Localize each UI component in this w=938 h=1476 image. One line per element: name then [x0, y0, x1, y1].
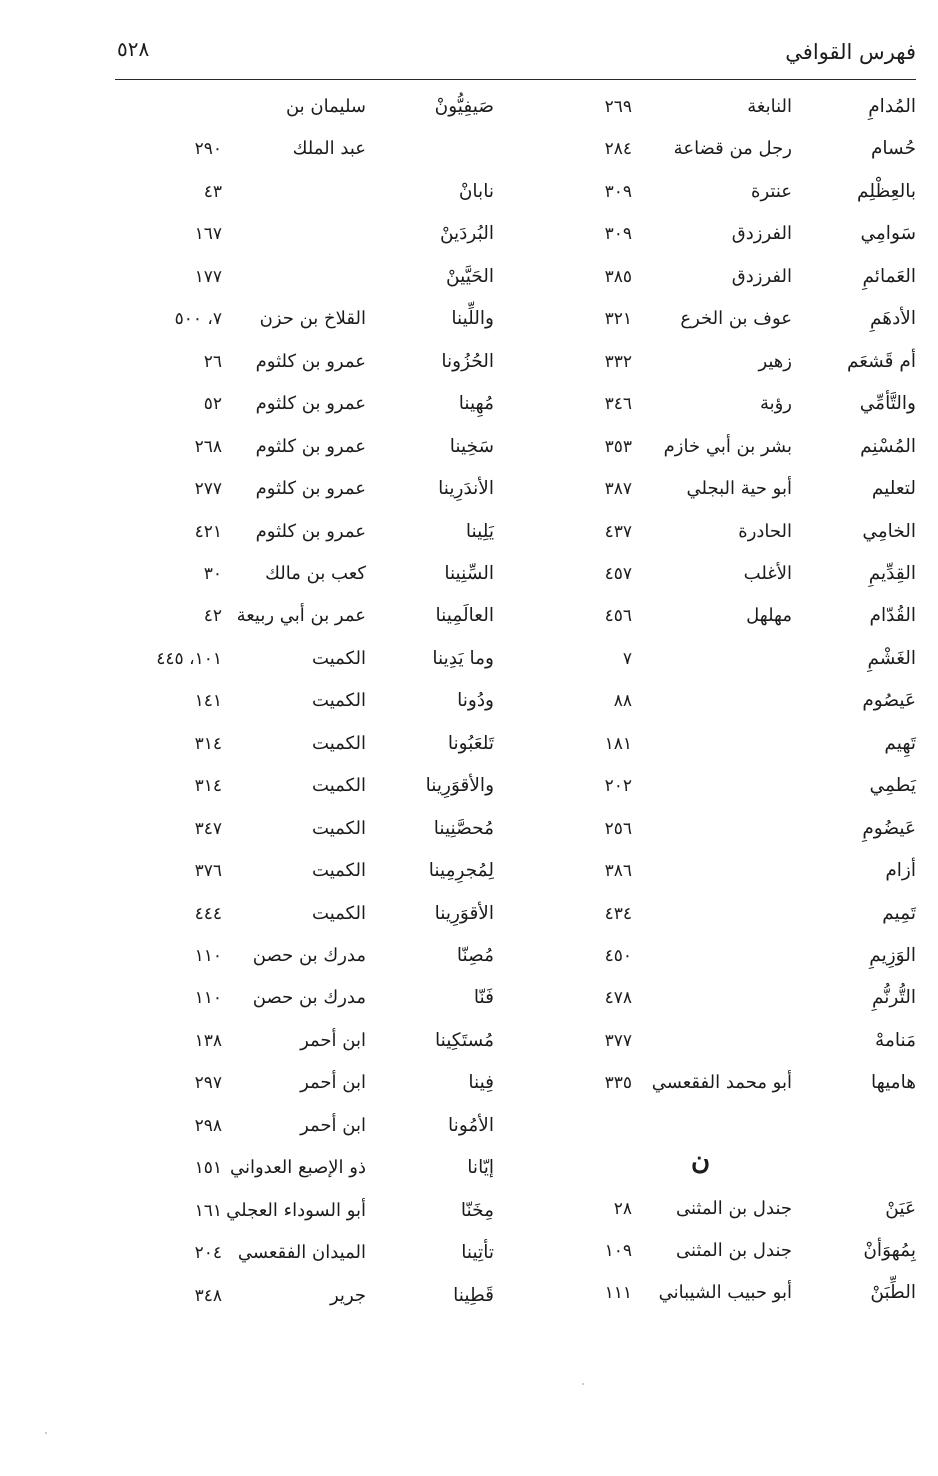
section-letter-nun: ن	[691, 1146, 711, 1176]
page-reference: ١٦١	[194, 1200, 222, 1221]
left-entry-row	[0, 1197, 938, 1237]
poet-name: النابغة	[747, 96, 792, 117]
poet-name: بشر بن أبي خازم	[663, 435, 792, 457]
page-reference: ٣٠	[203, 563, 222, 584]
poet-name: عمرو بن كلثوم	[255, 393, 366, 415]
page-reference: ١٧٧	[194, 266, 222, 287]
page-reference: ٢٨٤	[604, 139, 632, 160]
left-entry-row	[0, 135, 938, 175]
rhyme-word: عَيَنْ	[885, 1198, 916, 1219]
rhyme-word: سَوامِي	[860, 223, 916, 245]
left-entry-row	[0, 560, 938, 600]
rhyme-word: صَيفِيُّونْ	[434, 96, 494, 117]
left-entry-row	[0, 93, 938, 133]
poet-name: سليمان بن	[285, 96, 366, 117]
left-entry-row	[0, 390, 938, 430]
left-entry-row	[0, 305, 938, 345]
rhyme-word: الأمُونا	[448, 1114, 494, 1136]
poet-name: الكميت	[312, 902, 366, 924]
rhyme-word: الخامِي	[862, 520, 916, 542]
poet-name: جندل بن المثنى	[676, 1240, 792, 1261]
rhyme-word: فَنّا	[473, 987, 494, 1009]
page-reference: ٤٥٦	[604, 606, 632, 627]
page-reference: ٧، ٥٠٠	[174, 309, 222, 330]
page-reference: ٤٣٧	[604, 521, 632, 542]
left-entry-row	[0, 602, 938, 642]
left-entry-row	[0, 942, 938, 982]
left-entry-row	[0, 348, 938, 388]
rhyme-word: مُحصَّنِينا	[433, 817, 494, 839]
rhyme-word: الحَيَّينْ	[446, 265, 494, 287]
poet-name: زهير	[758, 350, 792, 372]
poet-name: الفرزدق	[731, 265, 792, 287]
poet-name: رؤبة	[759, 393, 792, 415]
rhyme-word: تأتِينا	[461, 1242, 494, 1264]
rhyme-word: يَطمِي	[869, 775, 916, 797]
page-reference: ٣٤٧	[194, 818, 222, 839]
page-reference: ٣٥٣	[604, 436, 632, 457]
poet-name: الميدان الفقعسي	[237, 1242, 366, 1264]
page-reference: ٤٥٠	[604, 946, 632, 966]
page-reference: ٢٠٢	[604, 776, 632, 797]
page-reference: ٢٥٦	[604, 818, 632, 839]
poet-name: عمر بن أبي ربيعة	[236, 605, 366, 627]
rhyme-word: والأقوَرِينا	[425, 775, 494, 797]
page-reference: ٣٢١	[604, 309, 632, 330]
page-reference: ٣١٤	[194, 733, 222, 754]
left-entry-row	[0, 178, 938, 218]
page-reference: ١١١	[604, 1283, 632, 1303]
page-reference: ٢٩٨	[194, 1115, 222, 1136]
rhyme-word: مُهِينا	[458, 393, 494, 415]
rhyme-word: تَمِيم	[882, 902, 916, 924]
page-reference: ٤٢	[203, 606, 222, 627]
poet-name: ابن أحمر	[300, 1114, 366, 1136]
page-reference: ٢٦	[203, 351, 222, 372]
poet-name: ذو الإصبع العدواني	[229, 1157, 366, 1179]
poet-name: الكميت	[312, 647, 366, 669]
left-entry-row	[0, 984, 938, 1024]
rhyme-word: والتَّأمِّي	[859, 393, 916, 415]
rhyme-word: العَمائمِ	[862, 265, 916, 287]
rhyme-word: بِمُهوَأنْ	[863, 1240, 916, 1261]
left-entry-row	[0, 772, 938, 812]
rhyme-word: حُسام	[870, 138, 916, 160]
page-reference: ٣٤٦	[604, 394, 632, 415]
poet-name: الأغلب	[743, 562, 792, 584]
rhyme-word: سَخِينا	[449, 435, 494, 457]
left-entry-row	[0, 857, 938, 897]
rhyme-word: الأندَرِينا	[438, 478, 494, 500]
rhyme-word: الأقوَرِينا	[434, 902, 494, 924]
page-reference: ١٠١، ٤٤٥	[156, 648, 222, 669]
page-reference: ١١٠	[194, 946, 222, 966]
page-reference: ٤٤٤	[194, 903, 222, 924]
rhyme-word: المُدامِ	[868, 96, 916, 117]
left-entry-row	[0, 1112, 938, 1152]
rhyme-word: القُدّام	[869, 605, 916, 627]
rhyme-word: تَهِيم	[884, 732, 916, 754]
scan-speck	[45, 1432, 47, 1434]
page-reference: ٧	[622, 648, 632, 669]
poet-name: كعب بن مالك	[265, 562, 366, 584]
page-reference: ٤٥٧	[604, 563, 632, 584]
left-entry-row	[0, 475, 938, 515]
left-entry-row	[0, 263, 938, 303]
scan-speck	[582, 1383, 584, 1385]
rhyme-word: ودُونا	[457, 690, 494, 712]
page-reference: ٣٣٥	[604, 1073, 632, 1094]
page-reference: ٤٣٤	[604, 903, 632, 924]
page-reference: ٢٠٤	[194, 1243, 222, 1264]
page-reference: ١٨١	[604, 733, 632, 754]
rhyme-word: الغَشْمِ	[867, 647, 916, 669]
page-reference: ٣١٤	[194, 776, 222, 797]
page-reference: ٣٠٩	[604, 181, 632, 202]
rhyme-word: عَيضُومِ	[862, 817, 916, 839]
poet-name: مدرك بن حصن	[252, 987, 366, 1009]
page-reference: ٥٢	[203, 394, 222, 415]
page-reference: ١١٠	[194, 988, 222, 1009]
left-entry-row	[0, 220, 938, 260]
rhyme-word: القِدِّيمِ	[868, 562, 916, 584]
page-reference: ٢٨	[613, 1199, 632, 1219]
poet-name: عمرو بن كلثوم	[255, 478, 366, 500]
rhyme-word: عَيصُوم	[862, 690, 916, 712]
page-reference: ٣٧٦	[194, 861, 222, 882]
poet-name: مهلهل	[746, 605, 792, 627]
page-reference: ٢٦٨	[194, 436, 222, 457]
rhyme-word: أزام	[885, 860, 916, 882]
page-reference: ٤٧٨	[604, 988, 632, 1009]
poet-name: عمرو بن كلثوم	[255, 520, 366, 542]
poet-name: عبد الملك	[292, 138, 366, 160]
page-reference: ٣٨٧	[604, 479, 632, 500]
page-reference: ٢٧٧	[194, 479, 222, 500]
poet-name: جندل بن المثنى	[676, 1198, 792, 1219]
rhyme-word: السِّنِينا	[444, 562, 494, 584]
rhyme-word: يَلِينا	[465, 520, 494, 542]
page-reference: ٨٨	[613, 691, 632, 712]
poet-name: أبو محمد الفقعسي	[651, 1072, 792, 1094]
rhyme-word: الأدهَمِ	[870, 308, 916, 330]
rhyme-word: فِينا	[468, 1072, 494, 1094]
page-reference: ٣٨٦	[604, 861, 632, 882]
poet-name: الكميت	[312, 860, 366, 882]
page-reference: ٣٧٧	[604, 1030, 632, 1051]
rhyme-word: التُّرنُّمِ	[871, 987, 916, 1009]
page-reference: ٣٣٢	[604, 351, 632, 372]
left-entry-row	[0, 645, 938, 685]
rhyme-word: هاميها	[870, 1072, 916, 1094]
page-title: فهرس القوافي	[785, 40, 916, 64]
page-reference: ٣٠٩	[604, 224, 632, 245]
left-entry-row	[0, 730, 938, 770]
left-entry-row	[0, 1154, 938, 1194]
poet-name: القلاخ بن حزن	[259, 308, 366, 330]
left-entry-row	[0, 687, 938, 727]
poet-name: الكميت	[312, 690, 366, 712]
rhyme-word: مُستَكِينا	[434, 1029, 494, 1051]
poet-name: أبو السوداء العجلي	[226, 1199, 366, 1221]
poet-name: الكميت	[312, 732, 366, 754]
left-entry-row	[0, 518, 938, 558]
page-reference: ٤٢١	[194, 521, 222, 542]
rhyme-word: المُسْنِم	[860, 435, 916, 457]
poet-name: عوف بن الخرع	[680, 308, 792, 330]
rhyme-word: البُردَينْ	[439, 223, 494, 245]
rhyme-word: الطِّبَنْ	[870, 1282, 916, 1303]
poet-name: الفرزدق	[731, 223, 792, 245]
poet-name: أبو حية البجلي	[686, 478, 792, 500]
poet-name: مدرك بن حصن	[252, 945, 366, 966]
page-reference: ١٠٩	[604, 1241, 632, 1261]
rhyme-word: قَطِينا	[453, 1284, 494, 1306]
left-entry-row	[0, 1069, 938, 1109]
page-reference: ٢٩٠	[194, 139, 222, 160]
rhyme-word: لتعليم	[871, 478, 916, 500]
rhyme-word: مَنامهْ	[875, 1029, 916, 1051]
left-entry-row	[0, 1239, 938, 1279]
rhyme-word: وما يَدِينا	[432, 647, 494, 669]
page-reference: ١٤١	[194, 691, 222, 712]
rhyme-word: الوَزِيمِ	[869, 945, 916, 966]
left-entry-row	[0, 900, 938, 940]
left-entry-row	[0, 815, 938, 855]
page-reference: ١٣٨	[194, 1030, 222, 1051]
left-entry-row	[0, 433, 938, 473]
poet-name: ابن أحمر	[300, 1072, 366, 1094]
poet-name: جرير	[330, 1284, 366, 1306]
rhyme-word: لِمُجرِمِينا	[428, 860, 494, 882]
page-number: ٥٢٨	[117, 37, 150, 61]
rhyme-word: إيّانا	[467, 1157, 494, 1179]
page-reference: ٢٦٩	[604, 97, 632, 117]
rhyme-word: تَلعَبُونا	[447, 732, 494, 754]
poet-name: عمرو بن كلثوم	[255, 350, 366, 372]
poet-name: الحادرة	[738, 520, 792, 542]
poet-name: رجل من قضاعة	[673, 138, 792, 160]
page-reference: ٢٩٧	[194, 1073, 222, 1094]
page-reference: ١٦٧	[194, 224, 222, 245]
rhyme-word: بالعِظْلِم	[857, 180, 916, 202]
page-reference: ٤٣	[203, 181, 222, 202]
poet-name: الكميت	[312, 817, 366, 839]
poet-name: الكميت	[312, 775, 366, 797]
page-reference: ١٥١	[194, 1158, 222, 1179]
rhyme-word: الحُزُونا	[441, 350, 494, 372]
rhyme-word: مِخَنّا	[460, 1199, 494, 1221]
poet-name: عمرو بن كلثوم	[255, 435, 366, 457]
rhyme-word: مُصِنّا	[456, 945, 494, 966]
poet-name: أبو حبيب الشيباني	[658, 1282, 792, 1303]
rhyme-word: العالَمِينا	[435, 605, 494, 627]
poet-name: عنترة	[751, 180, 792, 202]
rhyme-word: أم قَشعَم	[846, 350, 916, 372]
rhyme-word: نابانْ	[458, 180, 494, 202]
left-entry-row	[0, 1027, 938, 1067]
poet-name: ابن أحمر	[300, 1029, 366, 1051]
page-reference: ٣٤٨	[194, 1285, 222, 1306]
rhyme-word: واللِّينا	[451, 308, 494, 330]
left-entry-row	[0, 1282, 938, 1322]
page-reference: ٣٨٥	[604, 266, 632, 287]
